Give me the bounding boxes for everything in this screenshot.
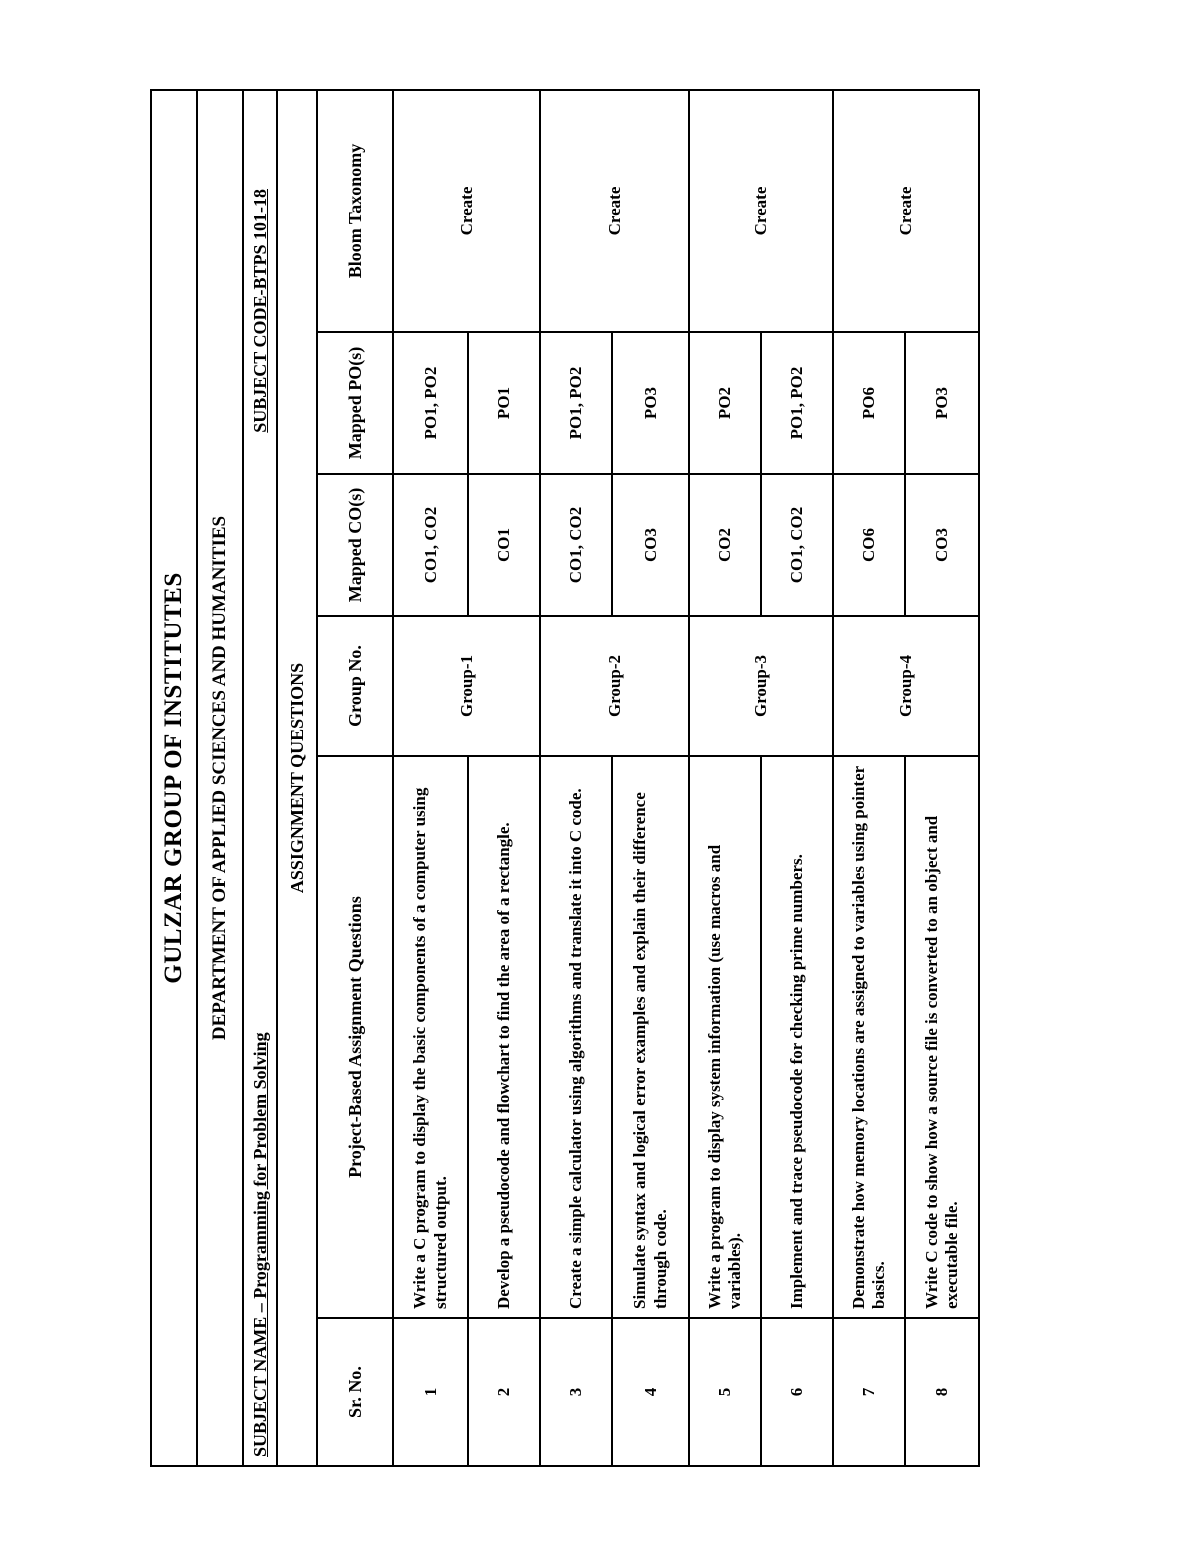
table-row <box>540 90 612 1466</box>
question-text: Create a simple calculator using algorithms and translate it into C code. <box>540 756 612 1318</box>
table-row <box>689 90 761 1466</box>
title-row <box>151 90 197 1466</box>
question-text: Write a C program to display the basic components of a computer using structured output. <box>393 756 468 1318</box>
header-bloom: Bloom Taxonomy <box>317 90 393 332</box>
sr-no: 3 <box>540 1318 612 1466</box>
sr-no: 1 <box>393 1318 468 1466</box>
bloom-level: Create <box>833 90 979 332</box>
table-row <box>393 90 468 1466</box>
question-text: Implement and trace pseudocode for checking prime numbers. <box>761 756 833 1318</box>
question-text: Write C code to show how a source file is converted to an object and executable file. <box>905 756 979 1318</box>
department-row <box>197 90 243 1466</box>
mapped-po: PO1, PO2 <box>393 332 468 474</box>
mapped-co: CO3 <box>905 474 979 616</box>
header-question: Project-Based Assignment Questions <box>317 756 393 1318</box>
sr-no: 7 <box>833 1318 905 1466</box>
question-text: Write a program to display system information (use macros and variables). <box>689 756 761 1318</box>
header-group: Group No. <box>317 616 393 756</box>
bloom-level: Create <box>689 90 833 332</box>
mapped-po: PO3 <box>612 332 689 474</box>
mapped-po: PO1 <box>468 332 540 474</box>
subject-row <box>243 90 277 1466</box>
header-sr-no: Sr. No. <box>317 1318 393 1466</box>
department-title: DEPARTMENT OF APPLIED SCIENCES AND HUMANITIES <box>197 90 243 1466</box>
mapped-po: PO2 <box>689 332 761 474</box>
question-text: Develop a pseudocode and flowchart to find the area of a rectangle. <box>468 756 540 1318</box>
group-number: Group-1 <box>393 616 540 756</box>
mapped-co: CO1, CO2 <box>540 474 612 616</box>
group-number: Group-3 <box>689 616 833 756</box>
sr-no: 8 <box>905 1318 979 1466</box>
bloom-level: Create <box>393 90 540 332</box>
mapped-co: CO1, CO2 <box>761 474 833 616</box>
group-number: Group-2 <box>540 616 689 756</box>
table-row <box>833 90 905 1466</box>
institute-title: GULZAR GROUP OF INSTITUTES <box>151 90 197 1466</box>
header-row <box>317 90 393 1466</box>
subject-name: SUBJECT NAME – Programming for Problem Solving <box>249 1032 270 1457</box>
header-po: Mapped PO(s) <box>317 332 393 474</box>
mapped-po: PO1, PO2 <box>761 332 833 474</box>
assignment-table <box>150 89 980 1467</box>
assignment-sheet <box>150 91 977 1467</box>
header-co: Mapped CO(s) <box>317 474 393 616</box>
mapped-po: PO1, PO2 <box>540 332 612 474</box>
bloom-level: Create <box>540 90 689 332</box>
mapped-co: CO1, CO2 <box>393 474 468 616</box>
group-number: Group-4 <box>833 616 979 756</box>
sr-no: 5 <box>689 1318 761 1466</box>
subject-code: SUBJECT CODE-BTPS 101-18 <box>249 189 270 433</box>
question-text: Demonstrate how memory locations are assigned to variables using pointer basics. <box>833 756 905 1318</box>
sr-no: 6 <box>761 1318 833 1466</box>
sr-no: 2 <box>468 1318 540 1466</box>
mapped-co: CO3 <box>612 474 689 616</box>
mapped-co: CO1 <box>468 474 540 616</box>
sr-no: 4 <box>612 1318 689 1466</box>
mapped-co: CO6 <box>833 474 905 616</box>
question-text: Simulate syntax and logical error examples and explain their difference through code. <box>612 756 689 1318</box>
mapped-po: PO3 <box>905 332 979 474</box>
mapped-co: CO2 <box>689 474 761 616</box>
section-row <box>277 90 317 1466</box>
section-title: ASSIGNMENT QUESTIONS <box>277 90 317 1466</box>
mapped-po: PO6 <box>833 332 905 474</box>
